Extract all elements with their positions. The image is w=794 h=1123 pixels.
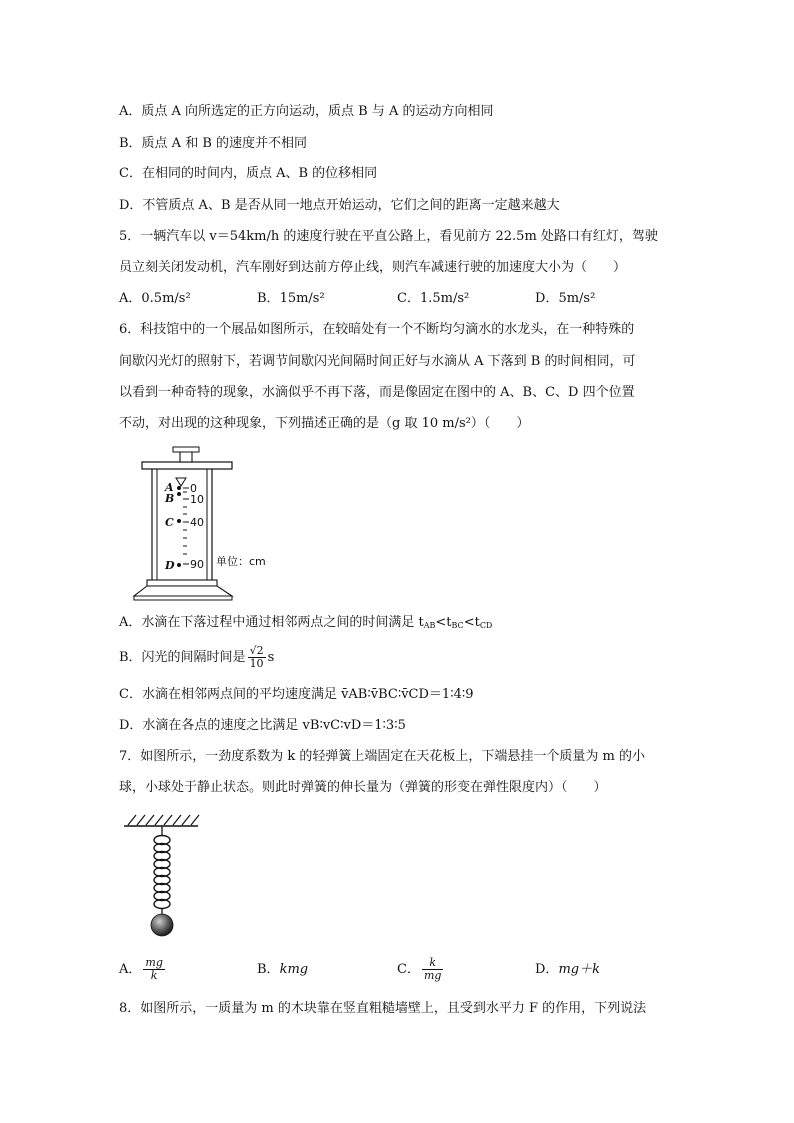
q7-stem-line1: 7．如图所示，一劲度系数为 k 的轻弹簧上端固定在天花板上，下端悬挂一个质量为 m 的小 (119, 749, 646, 764)
q6-option-a: A．水滴在下落过程中通过相邻两点之间的时间满足 $t_{AB}<t_{BC}<t_{CD}$ (119, 615, 493, 630)
q7-option-d: D．mg＋k (535, 962, 600, 977)
unit-label: 单位：cm (216, 555, 266, 568)
flash-interval-fraction: $\frac{√2}{10}$ (249, 644, 264, 670)
point-a-label: A (165, 481, 174, 494)
q6-stem-line2: 间歇闪光灯的照射下，若调节间歇闪光间隔时间正好与水滴从 A 下落到 B 的时间相同，可 (119, 354, 636, 369)
q5-option-b: B．15m/s² (257, 291, 325, 306)
q4-option-c: C．在相同的时间内，质点 A、B 的位移相同 (119, 166, 378, 181)
tick-10-label: 10 (190, 493, 204, 506)
q7-option-c: C． $\frac{k}{mg}$ (397, 956, 442, 982)
point-c-label: C (165, 516, 174, 529)
tick-0-label: 0 (190, 482, 197, 495)
spring-ball-figure (122, 810, 202, 940)
q5-option-d: D．5m/s² (535, 291, 596, 306)
point-d-label: D (165, 559, 175, 572)
q4-option-b: B．质点 A 和 B 的速度并不相同 (119, 136, 308, 151)
q8-stem-line1: 8．如图所示，一质量为 m 的木块靠在竖直粗糙墙壁上，且受到水平力 F 的作用，下列说法 (119, 1001, 647, 1016)
dripping-tap-figure (132, 446, 282, 602)
q5-option-c: C．1.5m/s² (397, 291, 470, 306)
q5-stem-line1: 5．一辆汽车以 v＝54km/h 的速度行驶在平直公路上，看见前方 22.5m 处路口有红灯，驾驶 (119, 229, 658, 244)
q6-stem-line4: 不动，对出现的这种现象，下列描述正确的是（g 取 10 m/s²）（ ） (119, 416, 530, 431)
tick-40-label: 40 (190, 516, 204, 529)
q6-stem-line3: 以看到一种奇特的现象，水滴似乎不再下落，而是像固定在图中的 A、B、C、D 四个位置 (119, 385, 635, 400)
q5-stem-line2: 员立刻关闭发动机，汽车刚好到达前方停止线，则汽车减速行驶的加速度大小为（ ） (119, 260, 627, 275)
q6-stem-line1: 6．科技馆中的一个展品如图所示，在较暗处有一个不断均匀滴水的水龙头，在一种特殊的 (119, 322, 635, 337)
q6-option-b: B．闪光的间隔时间是 $\frac{√2}{10}$ s (119, 644, 275, 670)
q5-option-a: A．0.5m/s² (119, 291, 191, 306)
ball-icon (151, 914, 173, 936)
q6-option-d: D．水滴在各点的速度之比满足 vB∶vC∶vD＝1∶3∶5 (119, 718, 406, 733)
q4-option-d: D．不管质点 A、B 是否从同一地点开始运动，它们之间的距离一定越来越大 (119, 198, 560, 213)
q4-option-a: A．质点 A 向所选定的正方向运动，质点 B 与 A 的运动方向相同 (119, 104, 494, 119)
tick-90-label: 90 (190, 558, 204, 571)
q6-option-c: C．水滴在相邻两点间的平均速度满足 v̄AB∶v̄BC∶v̄CD＝1∶4∶9 (119, 687, 474, 702)
q7-option-b: B．kmg (257, 962, 309, 977)
q7-option-a: A． $\frac{mg}{k}$ (119, 956, 163, 982)
q7-stem-line2: 球，小球处于静止状态。则此时弹簧的伸长量为（弹簧的形变在弹性限度内）（ ） (119, 780, 607, 795)
point-b-label: B (165, 492, 175, 505)
